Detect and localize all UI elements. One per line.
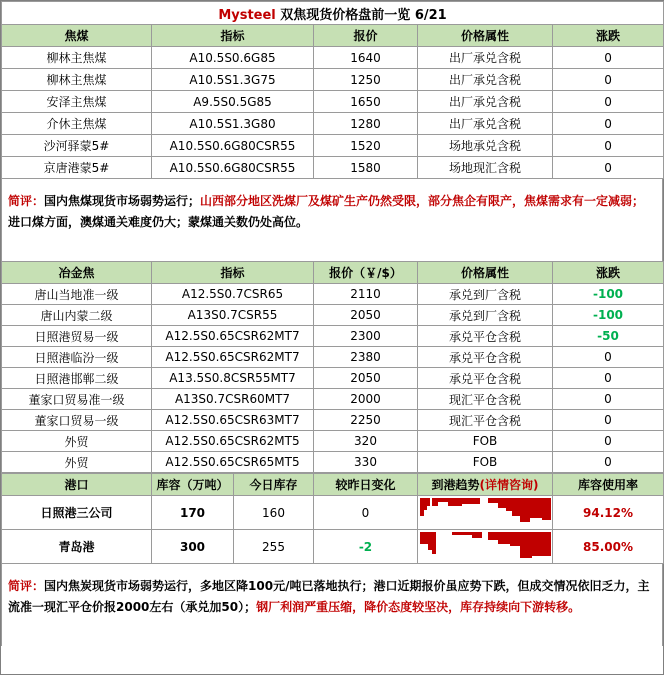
coke-price: 2050 bbox=[314, 305, 418, 326]
coke-change: -100 bbox=[553, 284, 664, 305]
trend-label: 到港趋势 bbox=[431, 478, 480, 492]
page-title bbox=[2, 2, 664, 25]
coke-spec: A12.5S0.65CSR62MT7 bbox=[152, 347, 314, 368]
port-row bbox=[2, 496, 664, 530]
port-usage: 94.12% bbox=[553, 496, 664, 530]
comment-part1: 国内焦炭现货市场弱势运行，多地区降100元/吨已落地执行；港口近期报价虽应势下跌，但成交情况依旧乏力，主流准一现汇平仓价报2000左右（承兑加50）； bbox=[8, 579, 650, 614]
trend-bar bbox=[498, 532, 510, 544]
coke-change: 0 bbox=[553, 347, 664, 368]
coal-name: 安泽主焦煤 bbox=[2, 91, 152, 113]
coal-price: 1650 bbox=[314, 91, 418, 113]
coke-spec: A12.5S0.65CSR65MT5 bbox=[152, 452, 314, 473]
coal-row bbox=[2, 135, 664, 157]
coal-change: 0 bbox=[553, 69, 664, 91]
coke-price: 2380 bbox=[314, 347, 418, 368]
port-header-trend bbox=[418, 474, 553, 496]
coal-header-change: 涨跌 bbox=[553, 25, 664, 47]
coke-price: 2250 bbox=[314, 410, 418, 431]
coke-spec: A13.5S0.8CSR55MT7 bbox=[152, 368, 314, 389]
coke-change: 0 bbox=[553, 389, 664, 410]
coal-terms: 出厂承兑含税 bbox=[418, 69, 553, 91]
coke-header-terms: 价格属性 bbox=[418, 262, 553, 284]
trend-bar bbox=[452, 532, 472, 535]
coal-terms: 出厂承兑含税 bbox=[418, 47, 553, 69]
coal-header-terms: 价格属性 bbox=[418, 25, 553, 47]
comment-lead: 简评： bbox=[8, 579, 45, 593]
coke-header-price bbox=[314, 262, 418, 284]
coal-header-row bbox=[2, 25, 664, 47]
coke-row bbox=[2, 452, 664, 473]
coal-price: 1280 bbox=[314, 113, 418, 135]
coke-header-row bbox=[2, 262, 664, 284]
coal-price: 1250 bbox=[314, 69, 418, 91]
coke-row bbox=[2, 431, 664, 452]
title-text: 双焦现货价格盘前一览 6/21 bbox=[275, 7, 447, 23]
port-header-row bbox=[2, 474, 664, 496]
coke-row bbox=[2, 305, 664, 326]
coke-header-price-label: 报价（￥/$） bbox=[329, 266, 402, 280]
trend-bar bbox=[520, 532, 532, 558]
coke-name: 唐山内蒙二级 bbox=[2, 305, 152, 326]
coke-row bbox=[2, 368, 664, 389]
trend-bar bbox=[506, 498, 512, 511]
comment-highlight: 山西部分地区洗煤厂及煤矿生产仍然受限，部分焦企有限产，焦煤需求有一定减弱； bbox=[200, 194, 645, 208]
coke-name: 日照港贸易一级 bbox=[2, 326, 152, 347]
coke-price: 2050 bbox=[314, 368, 418, 389]
coke-name: 外贸 bbox=[2, 452, 152, 473]
coke-price: 330 bbox=[314, 452, 418, 473]
trend-bar bbox=[420, 532, 428, 544]
port-stock: 170 bbox=[152, 496, 234, 530]
coal-terms: 出厂承兑含税 bbox=[418, 113, 553, 135]
title-row bbox=[2, 2, 664, 25]
spacer bbox=[1, 179, 663, 191]
coke-name: 日照港邯郸二级 bbox=[2, 368, 152, 389]
coke-terms: 承兑平仓含税 bbox=[418, 368, 553, 389]
coke-terms: 现汇平仓含税 bbox=[418, 410, 553, 431]
coal-row bbox=[2, 91, 664, 113]
coke-name: 董家口贸易准一级 bbox=[2, 389, 152, 410]
coal-spec: A10.5S0.6G85 bbox=[152, 47, 314, 69]
coke-terms: FOB bbox=[418, 431, 553, 452]
port-name: 青岛港 bbox=[2, 530, 152, 564]
coke-spec: A13S0.7CSR60MT7 bbox=[152, 389, 314, 410]
coke-table-body bbox=[2, 284, 664, 473]
coke-header-change: 涨跌 bbox=[553, 262, 664, 284]
trend-bar bbox=[510, 532, 520, 546]
trend-bar bbox=[462, 498, 480, 504]
port-change: -2 bbox=[314, 530, 418, 564]
coke-spec: A12.5S0.65CSR63MT7 bbox=[152, 410, 314, 431]
coal-terms: 场地现汇含税 bbox=[418, 157, 553, 179]
coke-terms: 承兑到厂含税 bbox=[418, 305, 553, 326]
coke-row bbox=[2, 326, 664, 347]
coke-spec: A12.5S0.7CSR65 bbox=[152, 284, 314, 305]
port-today: 160 bbox=[234, 496, 314, 530]
coal-table-body bbox=[2, 47, 664, 179]
coke-terms: 承兑平仓含税 bbox=[418, 326, 553, 347]
port-inventory-table bbox=[1, 473, 664, 564]
coal-spec: A10.5S1.3G80 bbox=[152, 113, 314, 135]
trend-bar bbox=[428, 532, 432, 550]
coke-terms: FOB bbox=[418, 452, 553, 473]
coal-name: 柳林主焦煤 bbox=[2, 69, 152, 91]
port-today: 255 bbox=[234, 530, 314, 564]
comment-lead: 简评： bbox=[8, 194, 45, 208]
trend-bar bbox=[432, 498, 438, 506]
coke-header-name: 冶金焦 bbox=[2, 262, 152, 284]
port-header-today: 今日库存 bbox=[234, 474, 314, 496]
trend-bar bbox=[532, 532, 551, 556]
coal-header-price: 报价 bbox=[314, 25, 418, 47]
coke-price: 320 bbox=[314, 431, 418, 452]
coal-change: 0 bbox=[553, 135, 664, 157]
coal-row bbox=[2, 157, 664, 179]
trend-bar bbox=[424, 498, 427, 510]
coke-name: 唐山当地准一级 bbox=[2, 284, 152, 305]
port-change: 0 bbox=[314, 496, 418, 530]
trend-bar bbox=[488, 532, 498, 540]
coal-price: 1520 bbox=[314, 135, 418, 157]
spacer bbox=[1, 241, 663, 261]
coke-name: 日照港临汾一级 bbox=[2, 347, 152, 368]
spacer bbox=[1, 564, 663, 576]
coke-header-spec: 指标 bbox=[152, 262, 314, 284]
comment-part3: 进口煤方面，澳煤通关难度仍大；蒙煤通关数仍处高位。 bbox=[8, 215, 309, 229]
trend-bar bbox=[488, 498, 498, 503]
coal-row bbox=[2, 47, 664, 69]
coke-row bbox=[2, 389, 664, 410]
coke-comment bbox=[1, 576, 663, 646]
coke-price: 2110 bbox=[314, 284, 418, 305]
coal-price-table bbox=[1, 1, 664, 179]
coal-name: 京唐港蒙5# bbox=[2, 157, 152, 179]
port-usage: 85.00% bbox=[553, 530, 664, 564]
trend-bar bbox=[498, 498, 506, 508]
coke-row bbox=[2, 347, 664, 368]
coal-change: 0 bbox=[553, 157, 664, 179]
trend-bar bbox=[520, 498, 530, 522]
coal-name: 柳林主焦煤 bbox=[2, 47, 152, 69]
trend-bar bbox=[542, 498, 551, 520]
coal-spec: A10.5S1.3G75 bbox=[152, 69, 314, 91]
comment-part1: 国内焦煤现货市场弱势运行； bbox=[44, 194, 201, 208]
port-trend-cell bbox=[418, 496, 553, 530]
coal-spec: A10.5S0.6G80CSR55 bbox=[152, 135, 314, 157]
coke-spec: A12.5S0.65CSR62MT5 bbox=[152, 431, 314, 452]
trend-bar bbox=[512, 498, 520, 516]
coke-row bbox=[2, 410, 664, 431]
coal-name: 介休主焦煤 bbox=[2, 113, 152, 135]
coke-name: 外贸 bbox=[2, 431, 152, 452]
title-brand: Mysteel bbox=[218, 7, 276, 23]
port-trend-sparkline bbox=[418, 496, 553, 529]
coal-row bbox=[2, 69, 664, 91]
coke-change: 0 bbox=[553, 410, 664, 431]
coal-change: 0 bbox=[553, 47, 664, 69]
port-name: 日照港三公司 bbox=[2, 496, 152, 530]
coal-change: 0 bbox=[553, 113, 664, 135]
coal-spec: A10.5S0.6G80CSR55 bbox=[152, 157, 314, 179]
coke-price: 2000 bbox=[314, 389, 418, 410]
port-trend-cell bbox=[418, 530, 553, 564]
coal-price: 1580 bbox=[314, 157, 418, 179]
port-header-stock: 库容（万吨） bbox=[152, 474, 234, 496]
coke-terms: 承兑到厂含税 bbox=[418, 284, 553, 305]
trend-bar bbox=[432, 532, 436, 554]
coke-change: 0 bbox=[553, 431, 664, 452]
coal-terms: 场地承兑含税 bbox=[418, 135, 553, 157]
coke-name: 董家口贸易一级 bbox=[2, 410, 152, 431]
port-stock: 300 bbox=[152, 530, 234, 564]
coke-spec: A12.5S0.65CSR62MT7 bbox=[152, 326, 314, 347]
coke-change: -50 bbox=[553, 326, 664, 347]
coal-terms: 出厂承兑含税 bbox=[418, 91, 553, 113]
coal-header-spec: 指标 bbox=[152, 25, 314, 47]
trend-bar bbox=[530, 498, 542, 518]
coke-change: 0 bbox=[553, 452, 664, 473]
coke-price-table bbox=[1, 261, 664, 473]
port-row bbox=[2, 530, 664, 564]
coal-name: 沙河驿蒙5# bbox=[2, 135, 152, 157]
coke-spec: A13S0.7CSR55 bbox=[152, 305, 314, 326]
trend-bar bbox=[427, 498, 430, 506]
coal-spec: A9.5S0.5G85 bbox=[152, 91, 314, 113]
trend-details-link[interactable]: (详情咨询) bbox=[479, 478, 539, 492]
trend-bar bbox=[448, 498, 462, 506]
coke-row bbox=[2, 284, 664, 305]
coke-terms: 现汇平仓含税 bbox=[418, 389, 553, 410]
coke-change: 0 bbox=[553, 368, 664, 389]
comment-highlight: 钢厂利润严重压缩，降价态度较坚决，库存持续向下游转移。 bbox=[256, 600, 581, 614]
port-header-change: 较昨日变化 bbox=[314, 474, 418, 496]
coal-header-name: 焦煤 bbox=[2, 25, 152, 47]
trend-bar bbox=[472, 532, 482, 538]
trend-bar bbox=[420, 498, 424, 516]
port-header-usage: 库容使用率 bbox=[553, 474, 664, 496]
port-header-port: 港口 bbox=[2, 474, 152, 496]
coke-terms: 承兑平仓含税 bbox=[418, 347, 553, 368]
coke-price: 2300 bbox=[314, 326, 418, 347]
port-trend-sparkline bbox=[418, 530, 553, 563]
coke-change: -100 bbox=[553, 305, 664, 326]
coal-change: 0 bbox=[553, 91, 664, 113]
coking-coal-comment bbox=[1, 191, 663, 241]
coal-row bbox=[2, 113, 664, 135]
trend-bar bbox=[438, 498, 448, 502]
coal-price: 1640 bbox=[314, 47, 418, 69]
